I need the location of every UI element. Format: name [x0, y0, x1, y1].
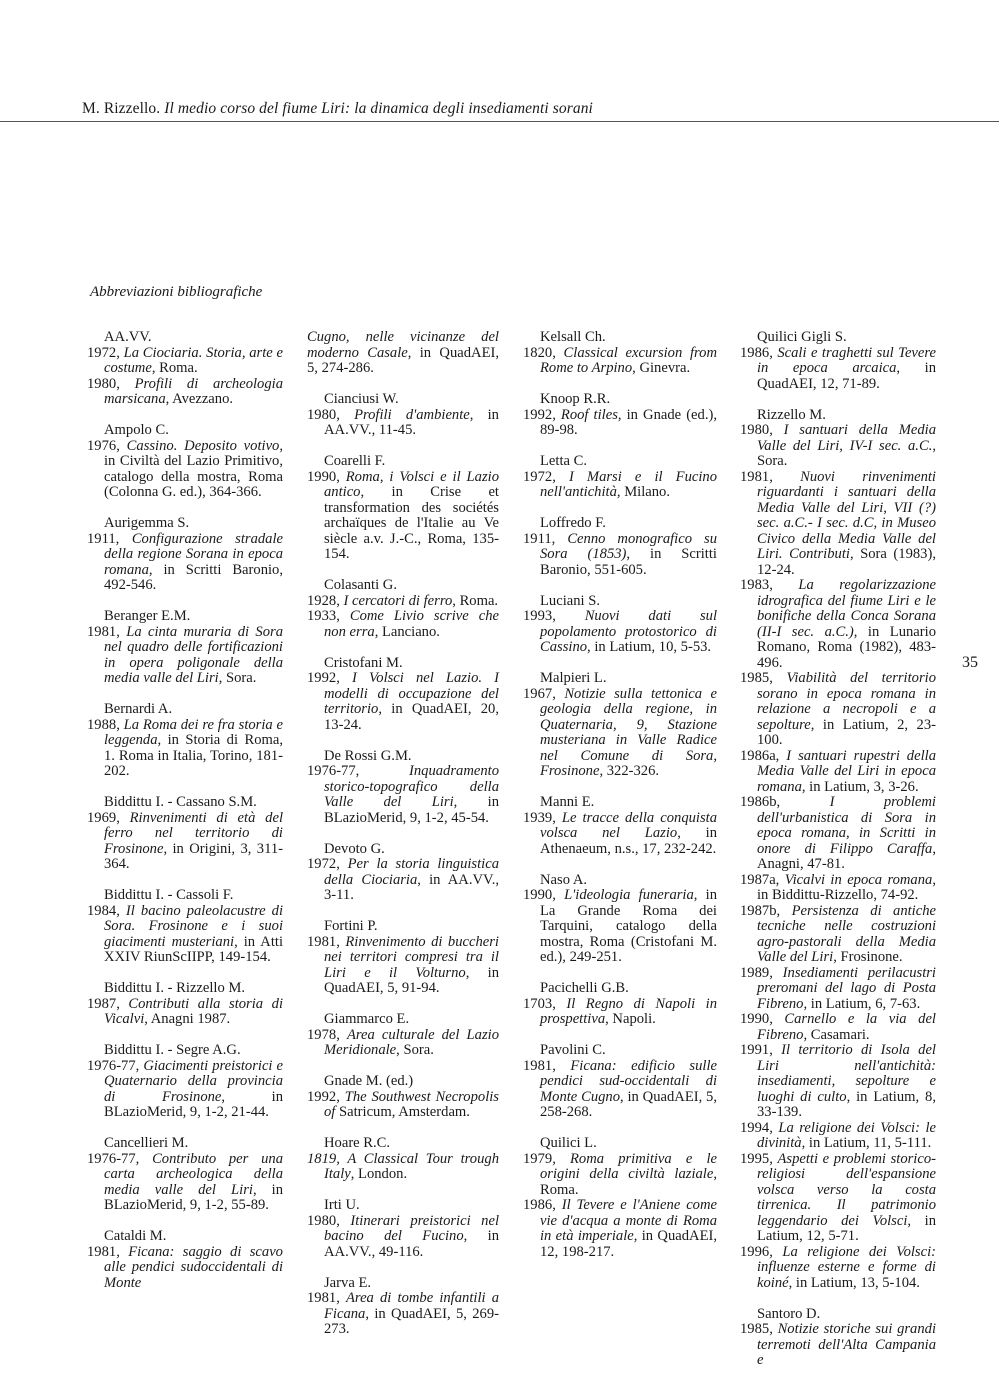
reference-title: Viabilità del territorio sorano in epoca romana in relazione a necropoli e a sepolture — [757, 670, 936, 733]
bibliography-entry — [307, 1198, 499, 1260]
reference-title: I Volsci nel Lazio. I modelli di occupazione del territorio — [324, 670, 500, 717]
reference-title: Come Livio scrive che non erra — [324, 608, 499, 640]
reference — [523, 346, 717, 377]
reference-details: , in Latium, 3, 3-26. — [801, 778, 919, 795]
reference-year: 1981, — [307, 1290, 340, 1306]
reference-title: Carnello e la via del Fibreno — [757, 1011, 936, 1043]
reference-details: , Roma. — [151, 360, 198, 376]
reference-year: 1995, — [740, 1150, 773, 1167]
reference-year: 1986a, — [740, 747, 780, 764]
bibliography-entry — [87, 888, 283, 966]
author-name: Cancellieri M. — [104, 1135, 189, 1151]
author-name: Cristofani M. — [324, 654, 403, 671]
reference-year: 1972, — [523, 468, 556, 485]
reference-year: 1993, — [523, 608, 556, 624]
reference — [740, 795, 936, 873]
reference-title: Area di tombe infantili a Ficana — [324, 1290, 500, 1322]
reference-details: , Sora. — [757, 437, 936, 469]
reference-details: , in Latium, 10, 5-53. — [587, 639, 712, 655]
reference-title: La cinta muraria di Sora nel quadro delle fortificazioni in opera poligonale della media valle del Liri — [104, 623, 283, 686]
reference-details: , in QuadAEI, 12, 198-217. — [540, 1228, 717, 1260]
reference-year: 1978, — [307, 1026, 340, 1043]
reference — [740, 1043, 936, 1121]
reference — [523, 888, 717, 966]
author-name: Devoto G. — [324, 840, 385, 857]
reference-details: , in QuadAEI, 20, 13-24. — [324, 701, 499, 733]
reference — [740, 1121, 936, 1152]
reference — [523, 408, 717, 439]
bibliography-entry — [523, 454, 717, 501]
bibliography-entry — [523, 330, 717, 377]
author-name: Letta C. — [540, 453, 588, 469]
reference-year: 1976-77, — [87, 1057, 140, 1074]
reference-details: , in Biddittu-Rizzello, 74-92. — [757, 871, 936, 903]
bibliography-entry — [523, 981, 717, 1028]
reference-title: Ficana: saggio di scavo alle pendici sudoccidentali di Monte — [104, 1243, 283, 1291]
header-rule — [0, 121, 999, 122]
bibliography-entry — [87, 423, 283, 501]
bibliography-column-1 — [87, 330, 283, 1307]
bibliography-entry — [307, 392, 499, 439]
reference — [523, 811, 717, 858]
reference — [740, 873, 936, 904]
reference-year: 1980, — [307, 1212, 340, 1229]
reference-year: 1976-77, — [87, 1150, 140, 1167]
reference — [87, 625, 283, 687]
reference-title: The Southwest Necropolis of — [324, 1088, 499, 1120]
reference-title: Le tracce della conquista volsca nel Lazio — [540, 809, 717, 841]
author-name: Luciani S. — [540, 592, 600, 609]
reference-year: 1981, — [740, 468, 773, 485]
reference — [523, 470, 717, 501]
header-title: Il medio corso del fiume Liri: la dinamica degli insediamenti sorani — [164, 100, 593, 117]
reference-details: , in AA.VV., 49-116. — [324, 1228, 499, 1260]
bibliography-entry — [307, 656, 499, 734]
reference-year: 1980, — [87, 375, 120, 392]
reference — [87, 532, 283, 594]
reference-title: I Marsi e il Fucino nell'antichità — [540, 468, 717, 500]
bibliography-entry — [307, 842, 499, 904]
bibliography-entry — [87, 981, 283, 1028]
reference-details: , in BLazioMerid, 9, 1-2, 55-89. — [104, 1181, 283, 1213]
reference — [740, 671, 936, 749]
bibliography-entry — [87, 795, 283, 873]
reference-year: 1981, — [307, 933, 340, 950]
reference — [523, 609, 717, 656]
author-name: Biddittu I. - Cassoli F. — [104, 887, 234, 903]
reference-details: , Roma. — [540, 1166, 717, 1198]
reference-details: , Ginevra. — [632, 360, 691, 376]
reference — [740, 470, 936, 579]
reference-year: 1989, — [740, 964, 773, 981]
reference — [87, 718, 283, 780]
author-name: Beranger E.M. — [104, 608, 191, 624]
reference — [87, 377, 283, 408]
author-name: Colasanti G. — [324, 577, 397, 593]
reference-year: 1703, — [523, 995, 556, 1012]
bibliography-entry — [87, 1229, 283, 1291]
reference-title: I problemi dell'urbanistica di Sora in epoca romana, in Scritti in onore di Filippo Caraffa — [757, 794, 936, 857]
reference-year: 1911, — [523, 530, 556, 547]
reference — [523, 1152, 717, 1199]
reference-details: , Milano. — [616, 484, 670, 500]
author-name: Cianciusi W. — [324, 391, 399, 407]
bibliography-entry — [307, 749, 499, 827]
reference — [740, 578, 936, 671]
reference-year: 1986b, — [740, 794, 781, 810]
reference-title: La religione dei Volsci: influenze esterne e forme di koiné — [757, 1243, 936, 1291]
reference-details: , in Latium, 12, 5-71. — [757, 1212, 936, 1244]
reference-details: , London. — [350, 1166, 408, 1182]
reference-year: 1980, — [740, 422, 773, 438]
reference — [523, 687, 717, 780]
reference — [740, 966, 936, 1013]
reference-year: 1984, — [87, 902, 120, 919]
author-name: Fortini P. — [324, 918, 378, 934]
reference — [523, 1198, 717, 1260]
bibliography-entry — [740, 330, 936, 392]
reference-year: 1990, — [740, 1011, 773, 1027]
reference-year: 1981, — [87, 1243, 120, 1260]
reference — [307, 609, 499, 640]
reference-year: 1986, — [523, 1197, 556, 1213]
reference-details: , Anagni 1987. — [144, 1011, 231, 1027]
reference-details: , in Scritti Baronio, 492-546. — [104, 561, 283, 593]
bibliography-entry — [523, 1136, 717, 1260]
author-name: Biddittu I. - Segre A.G. — [104, 1042, 241, 1058]
reference-year: 1972, — [87, 344, 120, 361]
reference-details: , in Latium, 2, 23-100. — [757, 716, 936, 748]
bibliography-entry — [307, 578, 499, 640]
bibliography-column-3 — [523, 330, 717, 1276]
reference-title: Cassino. Deposito votivo — [126, 437, 280, 454]
reference-year: 1992, — [523, 406, 556, 423]
reference-details: , in QuadAEI, 5, 91-94. — [324, 964, 499, 996]
author-name: Hoare R.C. — [324, 1135, 391, 1151]
reference-details: , in BLazioMerid, 9, 1-2, 45-54. — [324, 794, 499, 826]
reference-year: 1969, — [87, 809, 120, 826]
reference — [523, 997, 717, 1028]
reference-year: 1939, — [523, 809, 556, 826]
reference-year: 1986, — [740, 344, 773, 361]
reference — [740, 346, 936, 393]
reference — [87, 439, 283, 501]
reference-year: 1987, — [87, 995, 120, 1012]
author-name: Malpieri L. — [540, 670, 607, 686]
reference — [740, 1245, 936, 1292]
author-name: Knoop R.R. — [540, 391, 611, 407]
reference-details: , in Athenaeum, n.s., 17, 232-242. — [540, 825, 717, 857]
bibliography-entry — [87, 516, 283, 594]
reference — [523, 532, 717, 579]
reference-year: 1990, — [307, 468, 340, 485]
reference-details: , in Origini, 3, 311-364. — [104, 840, 283, 872]
running-header — [82, 100, 593, 118]
reference-year: 1990, — [523, 887, 556, 903]
reference-year: 1933, — [307, 608, 340, 624]
reference-year: 1967, — [523, 685, 556, 702]
author-name: Quilici Gigli S. — [757, 329, 847, 345]
reference-title: Insediamenti perilacustri preromani del lago di Posta Fibreno — [757, 964, 936, 1012]
reference — [87, 1059, 283, 1121]
author-name: Biddittu I. - Cassano S.M. — [104, 794, 257, 810]
reference-title: La regolarizzazione idrografica del fiume Liri e le bonifiche della Conca Sorana (II-I sec. a.C.) — [757, 577, 936, 640]
reference-title: Profili di archeologia marsicana — [104, 375, 283, 407]
reference-title: Persistenza di antiche tecniche nelle costruzioni agro-pastorali della Media Valle del Liri — [757, 902, 936, 965]
bibliography-entry — [307, 454, 499, 563]
bibliography-entry — [523, 671, 717, 780]
reference-year: 1976, — [87, 437, 120, 454]
reference-title: L'ideologia funeraria — [564, 887, 694, 903]
reference-title: Contributo per una carta archeologica della media valle del Liri — [104, 1150, 283, 1198]
bibliography-entry — [523, 1043, 717, 1121]
reference — [307, 470, 499, 563]
reference-year: 1992, — [307, 670, 340, 686]
reference-title: Rinvenimenti di età del ferro nel territorio di Frosinone — [104, 809, 284, 857]
author-name: Aurigemma S. — [104, 515, 190, 531]
reference-details: , Roma. — [452, 592, 499, 609]
reference-title: Profili d'ambiente — [354, 406, 470, 423]
reference-title: La Roma dei re fra storia e leggenda — [104, 716, 283, 748]
reference-year: 1996, — [740, 1243, 773, 1260]
reference — [87, 811, 283, 873]
header-author: M. Rizzello. — [82, 100, 161, 117]
reference-year: 1987b, — [740, 902, 781, 919]
reference-year: 1911, — [87, 530, 120, 547]
bibliography-column-4 — [740, 330, 936, 1384]
reference-details: , Avezzano. — [165, 391, 234, 407]
reference — [740, 1012, 936, 1043]
bibliography-entry — [307, 1074, 499, 1121]
author-name: Cataldi M. — [104, 1228, 167, 1244]
reference-year: 1928, — [307, 592, 340, 609]
author-name: Manni E. — [540, 794, 595, 810]
author-name: Bernardi A. — [104, 701, 173, 717]
reference-title: Il Regno di Napoli in prospettiva — [540, 995, 717, 1027]
reference-continuation — [307, 330, 499, 377]
reference-year: 1980, — [307, 406, 340, 423]
reference-details: , 322-326. — [599, 763, 660, 779]
reference — [87, 1245, 283, 1292]
reference-title: Roof tiles — [560, 406, 618, 423]
reference-year: 1985, — [740, 670, 773, 686]
reference-year: 1985, — [740, 1321, 773, 1337]
author-name: Jarva E. — [324, 1274, 372, 1291]
reference-title: Configurazione stradale della regione Sorana in epoca romana — [104, 530, 283, 578]
author-name: Coarelli F. — [324, 453, 386, 469]
reference-title: I cercatori di ferro — [343, 592, 453, 609]
reference — [87, 904, 283, 966]
reference-year: 1991, — [740, 1042, 773, 1058]
reference-title: Inquadramento storico-topografico della Valle del Liri — [324, 763, 499, 810]
reference-title: Giacimenti preistorici e Quaternario della provincia di Frosinone — [104, 1057, 283, 1105]
reference-details: , in Scritti Baronio, 551-605. — [540, 546, 717, 578]
reference — [523, 1059, 717, 1121]
reference-details: , Sora. — [396, 1042, 434, 1058]
reference-title: Itinerari preistorici nel bacino del Fucino — [324, 1212, 500, 1244]
reference-title: Ficana: edificio sulle pendici sud-occidentali di Monte Cugno — [540, 1057, 717, 1105]
bibliography-entry — [740, 1307, 936, 1369]
reference-details: , Frosinone. — [833, 949, 903, 965]
reference — [87, 346, 283, 377]
reference-title: Rinvenimento di buccheri nei territori compresi tra il Liri e il Volturno — [324, 933, 499, 981]
author-name: Naso A. — [540, 871, 588, 888]
reference — [307, 1214, 499, 1261]
reference-title: Notizie sulla tettonica e geologia della regione, in Quaternaria, 9, Stazione musteriana in Valle Radice nel Comune di Sora, Frosinone — [540, 685, 717, 779]
reference — [307, 857, 499, 904]
bibliography-entry — [307, 1012, 499, 1059]
reference-details: , Anagni, 47-81. — [757, 840, 936, 872]
author-name: Quilici L. — [540, 1135, 597, 1151]
reference-year: 1979, — [523, 1150, 556, 1167]
reference-year: 1988, — [87, 716, 120, 733]
reference-details: , in La Grande Roma dei Tarquini, catalogo della mostra, Roma (Cristofani M. ed.), 249-251. — [540, 887, 717, 965]
author-name: Irti U. — [324, 1197, 360, 1213]
reference-details: , in QuadAEI, 5, 258-268. — [540, 1088, 717, 1120]
bibliography-entry — [87, 1043, 283, 1121]
reference-year: 1994, — [740, 1119, 773, 1136]
author-name: Rizzello M. — [757, 406, 826, 423]
bibliography-entry — [307, 1136, 499, 1183]
reference — [740, 423, 936, 470]
reference-title: I santuari rupestri della Media Valle del Liri in epoca romana — [757, 747, 936, 795]
reference — [740, 1152, 936, 1245]
bibliography-entry — [87, 1136, 283, 1214]
author-name: Gnade M. (ed.) — [324, 1073, 414, 1089]
reference-title: Cugno, nelle vicinanze del moderno Casale — [307, 329, 499, 361]
reference — [307, 408, 499, 439]
reference-details: , in Lunario Romano, Roma (1982), 483-496. — [757, 623, 936, 671]
reference — [307, 935, 499, 997]
reference-year: 1983, — [740, 577, 773, 593]
bibliography-entry — [307, 1276, 499, 1338]
reference-details: , in QuadAEI, 12, 71-89. — [757, 360, 936, 392]
bibliography-column-2 — [307, 330, 499, 1353]
reference-title: Nuovi rinvenimenti riguardanti i santuari della Media Valle del Liri, VII (?) sec. a.C.- I sec. d.C, in Museo Civico della Media Valle del Liri. Contributi — [757, 468, 936, 562]
reference-details: , in Atti XXIV RiunScIIPP, 149-154. — [104, 933, 283, 965]
bibliography-entry — [307, 330, 499, 377]
reference-details: , Sora (1983), 12-24. — [757, 546, 936, 578]
reference-title: Roma, i Volsci e il Lazio antico — [324, 468, 499, 500]
reference-details: Satricum, Amsterdam. — [335, 1104, 470, 1120]
author-name: Giammarco E. — [324, 1011, 410, 1027]
reference-year: 1820, — [523, 344, 556, 361]
bibliography-entry — [87, 609, 283, 687]
reference-details: , in BLazioMerid, 9, 1-2, 21-44. — [104, 1088, 283, 1120]
reference-year: 1972, — [307, 856, 340, 872]
reference-title: Area culturale del Lazio Meridionale — [324, 1026, 499, 1058]
reference-details: , in Latium, 6, 7-63. — [803, 995, 921, 1012]
reference — [307, 1090, 499, 1121]
reference-title: Notizie storiche sui grandi terremoti dell'Alta Campania e — [757, 1321, 937, 1368]
reference-title: Il territorio di Isola del Liri nell'antichità: insediamenti, sepolture e luoghi di culto — [757, 1042, 936, 1105]
reference-details: , Sora. — [218, 670, 257, 686]
reference-year: 1992, — [307, 1088, 340, 1105]
reference-details: , in Civiltà del Lazio Primitivo, catalogo della mostra, Roma (Colonna G. ed.), 364-366. — [104, 437, 283, 500]
reference-year: 1976-77, — [307, 763, 360, 779]
reference-details: , Casamari. — [803, 1026, 870, 1043]
reference-details: , in QuadAEI, 5, 269-273. — [324, 1305, 499, 1337]
reference-title: Vicalvi in epoca romana — [784, 871, 933, 888]
reference-details: , in Latium, 13, 5-104. — [788, 1274, 920, 1291]
author-name: AA.VV. — [104, 329, 152, 345]
page-number: 35 — [962, 654, 978, 671]
reference — [307, 1152, 499, 1183]
bibliography-entry — [523, 392, 717, 439]
reference-title: Per la storia linguistica della Ciociaria — [324, 856, 499, 888]
reference-details: , in QuadAEI, 5, 274-286. — [307, 344, 499, 376]
section-title: Abbreviazioni bibliografiche — [90, 284, 263, 300]
bibliography-entry — [523, 594, 717, 656]
reference-title: Contributi alla storia di Vicalvi — [104, 995, 283, 1027]
author-name: Biddittu I. - Rizzello M. — [104, 980, 246, 996]
reference-details: , in Storia di Roma, 1. Roma in Italia, Torino, 181-202. — [104, 732, 283, 779]
reference-details: , in AA.VV., 11-45. — [324, 406, 499, 438]
reference-details: , Lanciano. — [374, 623, 440, 640]
bibliography-entry — [523, 795, 717, 857]
reference-title: Classical excursion from Rome to Arpino — [540, 344, 717, 376]
author-name: De Rossi G.M. — [324, 747, 412, 764]
reference-title: Nuovi dati sul popolamento protostorico di Cassino — [540, 608, 717, 655]
reference-details: , in Gnade (ed.), 89-98. — [540, 406, 717, 438]
bibliography-entry — [523, 873, 717, 966]
reference — [307, 594, 499, 610]
reference-title: 1819, A Classical Tour trough Italy — [307, 1150, 499, 1182]
author-name: Pacichelli G.B. — [540, 980, 629, 996]
reference — [87, 1152, 283, 1214]
reference-title: Aspetti e problemi storico-religiosi dell'espansione volsca verso la costa tirrenica. Il patrimonio leggendario dei Volsci — [757, 1150, 936, 1229]
reference-title: La Ciociaria. Storia, arte e costume — [104, 344, 283, 376]
author-name: Santoro D. — [757, 1305, 821, 1322]
bibliography-entry — [307, 919, 499, 997]
bibliography-entry — [523, 516, 717, 578]
reference-title: Il Tevere e l'Aniene come vie d'acqua a monte di Roma in età imperiale — [540, 1197, 717, 1244]
author-name: Ampolo C. — [104, 422, 169, 438]
reference — [307, 671, 499, 733]
bibliography-entry — [740, 408, 936, 1292]
reference-year: 1987a, — [740, 871, 780, 888]
reference-title: La religione dei Volsci: le divinità — [757, 1119, 937, 1151]
author-name: Kelsall Ch. — [540, 329, 606, 345]
reference-title: Roma primitiva e le origini della civiltà laziale — [540, 1150, 717, 1182]
reference — [307, 1291, 499, 1338]
author-name: Loffredo F. — [540, 515, 606, 531]
reference — [307, 764, 499, 826]
reference-title: I santuari della Media Valle del Liri, IV-I sec. a.C. — [757, 422, 936, 454]
reference-details: , in Crise et transformation des sociétés archaïques de l'Italie au Ve siècle a.v. J.-C., Roma, 135-154. — [324, 484, 499, 562]
bibliography-entry — [87, 702, 283, 780]
reference-title: Cenno monografico su Sora (1853) — [540, 530, 717, 562]
reference — [740, 1322, 936, 1369]
reference-details: , in Latium, 8, 33-139. — [757, 1088, 936, 1120]
reference-year: 1981, — [523, 1057, 556, 1074]
reference — [740, 749, 936, 796]
reference — [307, 1028, 499, 1059]
reference-details: , in AA.VV., 3-11. — [324, 871, 499, 903]
reference — [740, 904, 936, 966]
reference-title: Scali e traghetti sul Tevere in epoca arcaica — [757, 344, 936, 376]
reference-title: Il bacino paleolacustre di Sora. Frosinone e i suoi giacimenti musteriani — [104, 902, 284, 950]
reference-year: 1981, — [87, 623, 120, 640]
reference — [87, 997, 283, 1028]
reference-details: , Napoli. — [605, 1011, 656, 1027]
reference-details: , in Latium, 11, 5-111. — [801, 1135, 932, 1151]
bibliography-entry — [87, 330, 283, 408]
author-name: Pavolini C. — [540, 1042, 606, 1058]
